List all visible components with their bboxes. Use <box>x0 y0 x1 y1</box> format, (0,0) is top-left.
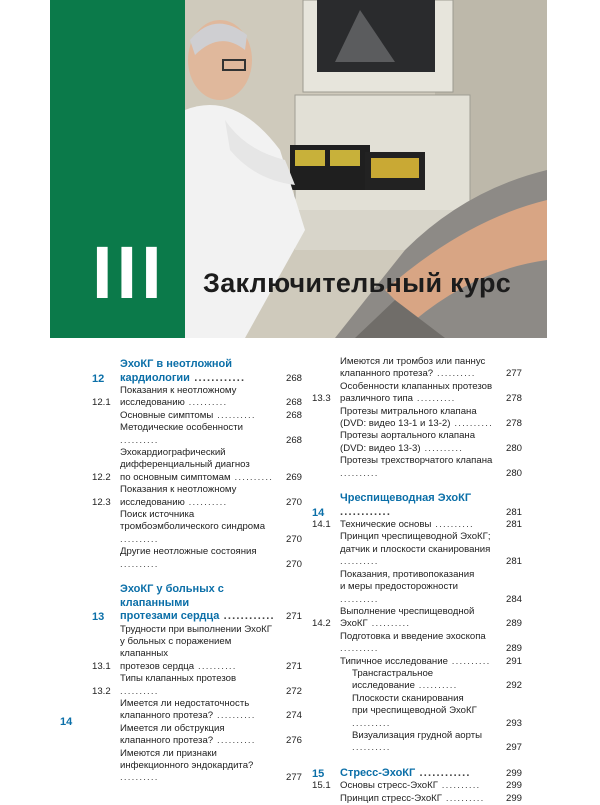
page-number: 14 <box>60 716 73 728</box>
toc-entry[interactable] <box>312 406 522 431</box>
section-title: Заключительный курс <box>203 268 512 298</box>
toc-entry-line: Плоскости сканирования <box>352 692 464 704</box>
toc-leader-dots: .......... <box>433 368 476 380</box>
toc-entry-line: Стресс-ЭхоКГ <box>340 766 416 779</box>
toc-entry-title <box>120 546 276 571</box>
toc-left-column <box>92 356 302 785</box>
toc-entry[interactable] <box>92 624 302 674</box>
toc-entry-line: Выполнение чреспищеводной <box>340 605 475 617</box>
toc-leader-dots: .......... <box>213 735 256 747</box>
toc-entry-title <box>340 606 496 631</box>
toc-leader-dots: .......... <box>340 643 379 655</box>
toc-entry[interactable] <box>92 673 302 698</box>
toc-entry-title <box>120 447 276 484</box>
toc-entry-number: 14 <box>312 506 325 519</box>
toc-entry-last-line <box>120 661 276 673</box>
toc-entry-line: Трансгастральное исследование <box>352 667 434 692</box>
toc-gap <box>92 571 302 581</box>
toc-entry-line: Имеются ли тромбоз или паннус <box>340 356 486 367</box>
toc-entry[interactable] <box>92 748 302 785</box>
toc-entry[interactable] <box>312 430 522 455</box>
toc-entry-line: у больных с поражением клапанных <box>120 636 232 660</box>
toc-leader-dots: .......... <box>340 467 379 479</box>
toc-entry-title <box>340 668 496 693</box>
toc-entry-last-line <box>352 668 496 693</box>
toc-entry-last-line <box>352 730 496 755</box>
toc-leader-dots: .......... <box>420 442 464 454</box>
toc-entry-number: 12 <box>92 372 105 385</box>
toc-entry-line: инфекционного эндокардита? <box>120 760 254 772</box>
toc-page-number: 277 <box>285 772 302 784</box>
toc-entry-line: Показания к неотложному <box>120 484 237 496</box>
toc-right-column <box>312 356 522 805</box>
toc-entry-line: Протезы митрального клапана <box>340 405 477 417</box>
toc-entry-line: Типы клапанных протезов <box>120 673 237 685</box>
toc-entry-line: Принцип стресс-ЭхоКГ <box>340 792 442 804</box>
toc-entry-title <box>340 531 496 568</box>
toc-entry-last-line <box>340 780 496 792</box>
toc-entry-line: Основы стресс-ЭхоКГ <box>340 780 438 792</box>
toc-leader-dots: .......... <box>230 471 274 483</box>
toc-entry-line: клапанного протеза? <box>340 368 434 380</box>
toc-entry[interactable] <box>312 631 522 656</box>
toc-entry-title <box>120 748 276 785</box>
toc-leader-dots: .......... <box>414 680 458 692</box>
toc-entry[interactable] <box>312 693 522 730</box>
toc-entry-title <box>120 484 276 509</box>
toc-entry-line: ЭхоКГ в неотложной <box>120 358 233 370</box>
toc-entry-line: протезами сердца <box>120 610 220 623</box>
toc-page-number: 284 <box>505 593 522 605</box>
toc-entry-title <box>120 698 276 723</box>
toc-entry-line: клапанного протеза? <box>120 710 214 722</box>
toc-entry-title <box>340 406 496 431</box>
toc-entry-title <box>340 730 496 755</box>
toc-entry-line: ЭхоКГ у больных с клапанными <box>120 583 224 609</box>
toc-entry[interactable] <box>92 385 302 410</box>
toc-entry-title <box>120 422 276 447</box>
toc-entry-line: исследованию <box>120 496 185 508</box>
toc-entry[interactable] <box>92 509 302 546</box>
toc-entry-title <box>120 583 276 624</box>
toc-page-number: 276 <box>285 735 302 747</box>
toc-entry[interactable] <box>312 381 522 406</box>
toc-entry-line: ЭхоКГ <box>340 618 368 630</box>
toc-leader-dots: .......... <box>450 418 493 430</box>
toc-leader-dots: .......... <box>340 556 379 568</box>
toc-entry-line: тромбоэмболического синдрома <box>120 521 266 533</box>
section-roman-numeral: III <box>92 231 166 314</box>
toc-entry-line: Особенности клапанных протезов <box>340 380 493 392</box>
toc-leader-dots: ............ <box>415 766 471 779</box>
toc-entry[interactable] <box>312 730 522 755</box>
toc-entry-last-line <box>120 497 276 509</box>
toc-entry-title <box>340 656 496 668</box>
toc-page-number: 280 <box>505 442 522 454</box>
toc-entry-line: Имеется ли недостаточность <box>120 698 250 710</box>
toc-entry-line: Имеется ли обструкция <box>120 722 225 734</box>
toc-entry-number: 14.1 <box>312 519 331 531</box>
toc-entry-line: Имеются ли признаки <box>120 747 217 759</box>
toc-leader-dots: .......... <box>431 519 474 531</box>
toc-entry-number: 13.2 <box>92 685 111 697</box>
toc-entry-last-line <box>120 521 276 546</box>
toc-entry-line: Принцип чреспищеводной ЭхоКГ; <box>340 531 491 543</box>
toc-entry[interactable] <box>312 793 522 805</box>
toc-entry-line: Чреспищеводная ЭхоКГ <box>340 492 472 505</box>
toc-entry-title <box>120 673 276 698</box>
toc-entry-line: (DVD: видео 13-3) <box>340 442 421 454</box>
toc-entry-line: Визуализация грудной аорты <box>352 729 483 741</box>
toc-entry[interactable] <box>312 606 522 631</box>
toc-entry-last-line <box>340 767 496 781</box>
toc-page-number: 268 <box>285 397 302 409</box>
toc-entry-last-line <box>120 610 276 624</box>
toc-page-number: 269 <box>285 471 302 483</box>
toc-leader-dots: .......... <box>120 558 159 570</box>
toc-page-number: 281 <box>505 556 522 568</box>
toc-entry-number: 12.1 <box>92 397 111 409</box>
toc-leader-dots: .......... <box>437 780 481 792</box>
toc-page-number: 281 <box>505 506 522 518</box>
toc-entry-title <box>340 430 496 455</box>
toc-leader-dots: .......... <box>120 533 159 545</box>
toc-entry[interactable] <box>312 780 522 792</box>
toc-entry-title <box>120 509 276 546</box>
toc-entry-title <box>340 631 496 656</box>
toc-entry-line: исследованию <box>120 397 185 409</box>
toc-entry-last-line <box>120 735 276 747</box>
toc-page-number: 271 <box>285 660 302 672</box>
toc-entry-line: клапанного протеза? <box>120 735 214 747</box>
toc-leader-dots: .......... <box>367 618 411 630</box>
toc-entry-line: Типичное исследование <box>340 655 448 667</box>
toc-leader-dots: .......... <box>352 717 391 729</box>
toc-entry[interactable] <box>312 519 522 531</box>
toc-entry-number: 13 <box>92 611 105 624</box>
toc-leader-dots: ............ <box>219 610 275 623</box>
toc-entry-line: различного типа <box>340 393 414 405</box>
toc-chapter[interactable] <box>92 583 302 624</box>
toc-entry-line: (DVD: видео 13-1 и 13-2) <box>340 418 451 430</box>
toc-entry-number: 14.2 <box>312 618 331 630</box>
toc-entry-last-line <box>340 492 496 519</box>
toc-chapter[interactable] <box>312 492 522 519</box>
toc-page-number: 270 <box>285 558 302 570</box>
toc-leader-dots: .......... <box>213 710 256 722</box>
toc-page-number: 299 <box>505 780 522 792</box>
toc-entry-title <box>340 693 496 730</box>
toc-entry-number: 12.2 <box>92 471 111 483</box>
toc-page-number: 278 <box>505 418 522 430</box>
toc-page-number: 289 <box>505 618 522 630</box>
toc-entry-title <box>340 569 496 606</box>
toc-entry-last-line <box>340 793 496 805</box>
toc-entry-last-line <box>120 710 276 722</box>
toc-page-number: 289 <box>505 643 522 655</box>
toc-entry-last-line <box>120 760 276 785</box>
toc-entry-title <box>120 385 276 410</box>
toc-entry[interactable] <box>92 546 302 571</box>
toc-page-number: 280 <box>505 467 522 479</box>
toc-entry[interactable] <box>92 410 302 422</box>
toc-page-number: 278 <box>505 393 522 405</box>
toc-entry-last-line <box>340 544 496 569</box>
toc-entry-line: кардиологии <box>120 371 190 384</box>
toc-page-number: 268 <box>285 409 302 421</box>
toc-entry-title <box>340 492 496 519</box>
toc-page-number: 293 <box>505 717 522 729</box>
toc-entry-title <box>340 793 496 805</box>
toc-entry-last-line <box>340 455 496 480</box>
toc-entry-last-line <box>120 546 276 571</box>
toc-leader-dots: .......... <box>413 393 456 405</box>
toc-entry-last-line <box>340 581 496 606</box>
toc-entry-title <box>120 410 276 422</box>
toc-entry[interactable] <box>312 656 522 668</box>
toc-page-number: 274 <box>285 710 302 722</box>
toc-chapter[interactable] <box>92 358 302 385</box>
toc-entry[interactable] <box>312 668 522 693</box>
toc-entry-line: Протезы аортального клапана <box>340 430 476 442</box>
toc-entry-number: 15 <box>312 767 325 780</box>
toc-entry-line: Трудности при выполнении ЭхоКГ <box>120 623 272 635</box>
toc-entry[interactable] <box>92 422 302 447</box>
toc-entry-last-line <box>340 443 496 455</box>
toc-entry-title <box>340 767 496 781</box>
toc-entry-last-line <box>340 631 496 656</box>
toc-entry-line: датчик и плоскости сканирования <box>340 543 491 555</box>
toc-entry-last-line <box>120 397 276 409</box>
toc-page-number: 299 <box>505 792 522 804</box>
toc-entry-last-line <box>340 418 496 430</box>
toc-entry-number: 13.1 <box>92 660 111 672</box>
toc-entry-line: Эхокардиографический <box>120 447 226 459</box>
toc-entry-line: Технические основы <box>340 519 432 531</box>
toc-page-number: 272 <box>285 685 302 697</box>
toc-gap <box>312 755 522 765</box>
toc-leader-dots: .......... <box>447 655 491 667</box>
toc-entry-last-line <box>120 472 276 484</box>
toc-leader-dots: .......... <box>184 496 228 508</box>
toc-leader-dots: .......... <box>352 742 391 754</box>
toc-leader-dots: ............ <box>340 505 392 518</box>
toc-page-number: 297 <box>505 742 522 754</box>
toc-entry[interactable] <box>92 484 302 509</box>
toc-entry-line: Протезы трехстворчатого клапана <box>340 455 493 467</box>
toc-entry-last-line <box>340 368 496 380</box>
toc-page-number: 268 <box>285 434 302 446</box>
toc-chapter[interactable] <box>312 767 522 781</box>
toc-leader-dots: .......... <box>194 660 237 672</box>
toc-leader-dots: .......... <box>120 685 159 697</box>
toc-entry[interactable] <box>92 698 302 723</box>
toc-entry-last-line <box>340 656 496 668</box>
toc-entry-title <box>340 780 496 792</box>
toc-leader-dots: .......... <box>441 792 485 804</box>
toc-entry[interactable] <box>92 723 302 748</box>
toc-page-number: 299 <box>505 767 522 779</box>
toc-entry[interactable] <box>312 569 522 606</box>
toc-page-number: 270 <box>285 533 302 545</box>
toc-entry-title <box>120 723 276 748</box>
toc-page-number: 271 <box>285 611 302 623</box>
toc-entry-last-line <box>340 393 496 405</box>
toc-entry-last-line <box>120 410 276 422</box>
toc-entry-line: Методические особенности <box>120 422 243 434</box>
toc-entry-title <box>340 381 496 406</box>
toc-entry[interactable] <box>312 455 522 480</box>
toc-entry-number: 15.1 <box>312 780 331 792</box>
toc-entry-last-line <box>340 519 496 531</box>
toc-entry-line: дифференциальный диагноз <box>120 459 250 471</box>
toc-entry[interactable] <box>92 447 302 484</box>
toc-leader-dots: .......... <box>340 593 379 605</box>
toc-entry-line: при чреспищеводной ЭхоКГ <box>352 705 477 717</box>
toc-entry-title <box>120 624 276 674</box>
toc-entry-line: Поиск источника <box>120 509 195 521</box>
toc-entry-last-line <box>120 422 276 447</box>
toc-page-number: 270 <box>285 496 302 508</box>
toc-leader-dots: .......... <box>184 397 228 409</box>
toc-entry-line: Подготовка и введение эхоскопа <box>340 630 486 642</box>
toc-entry-last-line <box>120 372 276 386</box>
toc-page-number: 291 <box>505 655 522 667</box>
toc-page-number: 277 <box>505 368 522 380</box>
toc-leader-dots: .......... <box>213 409 256 421</box>
toc-entry[interactable] <box>312 356 522 381</box>
toc-entry-line: Показания к неотложному <box>120 385 237 396</box>
toc-leader-dots: .......... <box>120 772 159 784</box>
toc-entry-last-line <box>120 673 276 698</box>
toc-entry-number: 12.3 <box>92 496 111 508</box>
toc-entry-number: 13.3 <box>312 393 331 405</box>
toc-entry-last-line <box>340 618 496 630</box>
toc-entry-title <box>340 356 496 381</box>
toc-leader-dots: ............ <box>189 371 246 384</box>
toc-entry-title <box>340 455 496 480</box>
toc-page-number: 281 <box>505 519 522 531</box>
toc-entry-title <box>120 358 276 385</box>
toc-entry-line: Основные симптомы <box>120 409 214 421</box>
toc-entry-line: Показания, противопоказания <box>340 568 475 580</box>
toc-entry-line: и меры предосторожности <box>340 581 459 593</box>
toc-entry-line: по основным симптомам <box>120 471 231 483</box>
toc-leader-dots: .......... <box>120 434 159 446</box>
toc-gap <box>312 480 522 490</box>
toc-page-number: 292 <box>505 680 522 692</box>
toc-entry-last-line <box>352 705 496 730</box>
toc-entry-line: протезов сердца <box>120 660 195 672</box>
toc-entry-line: Другие неотложные состояния <box>120 546 257 558</box>
toc-entry[interactable] <box>312 531 522 568</box>
toc-page-number: 268 <box>285 372 302 384</box>
toc-entry-title <box>340 519 496 531</box>
